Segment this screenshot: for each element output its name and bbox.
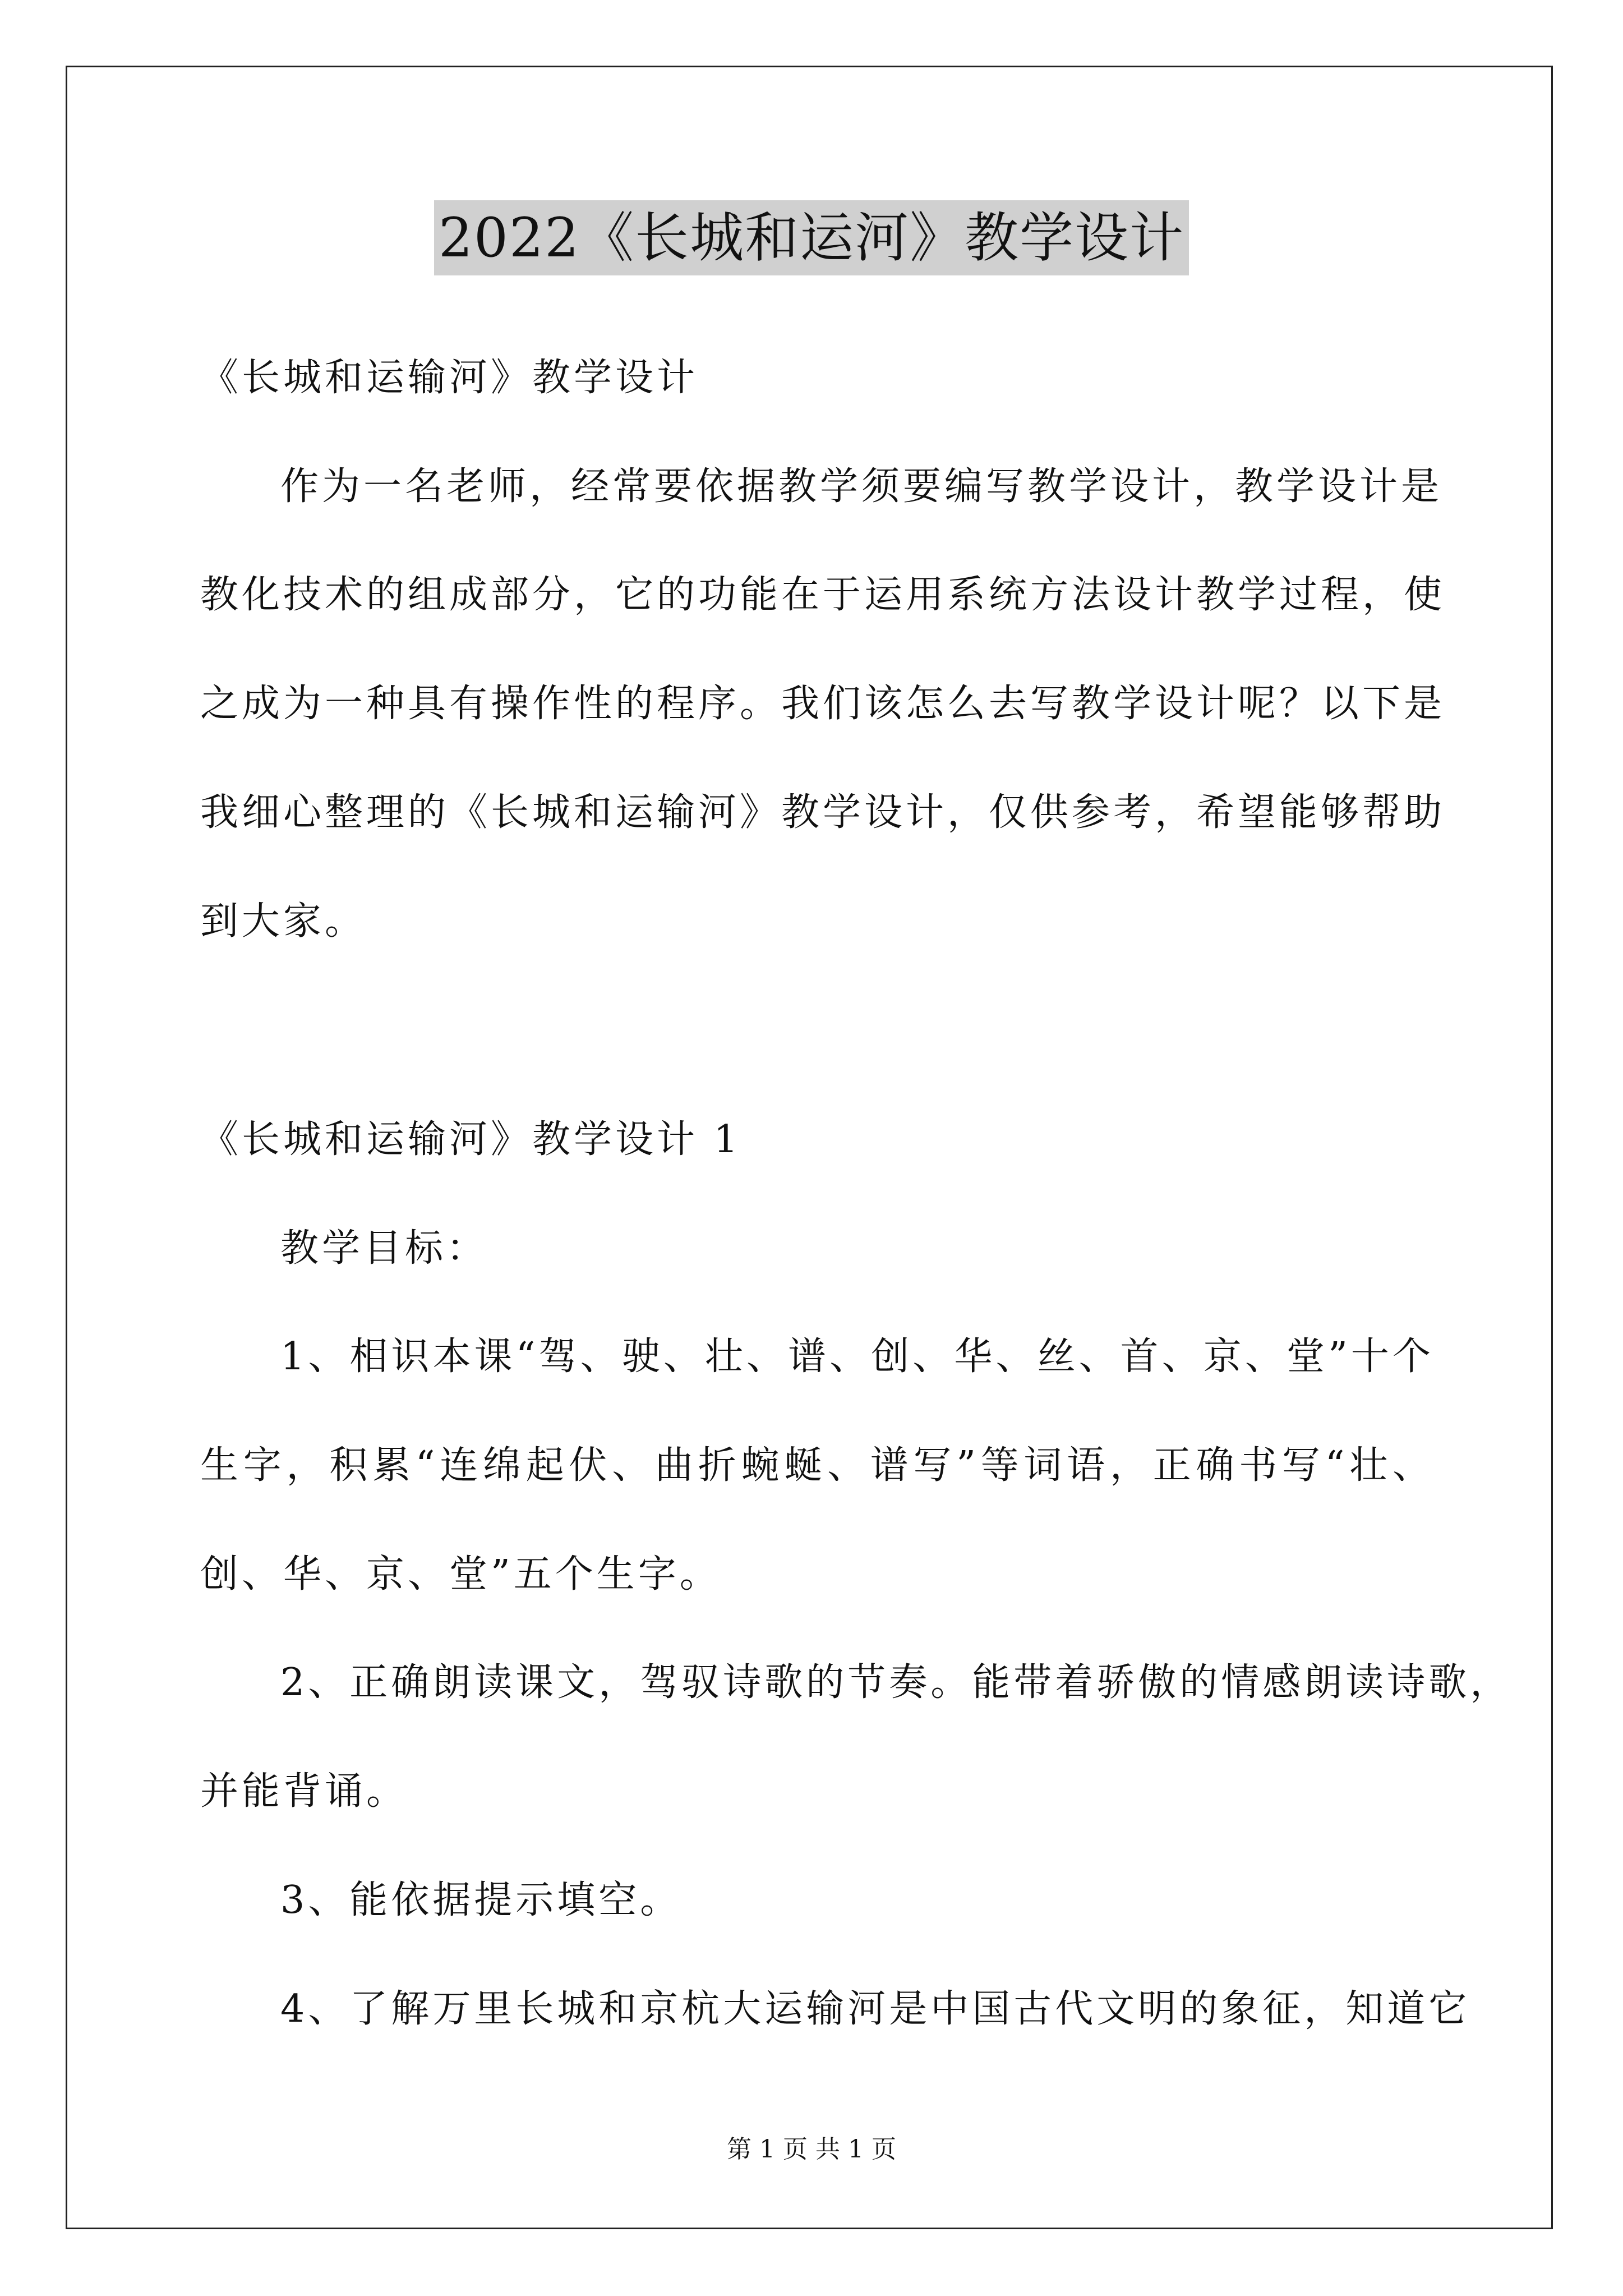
objective-1-line: 1、相识本课“驾、驶、壮、谱、创、华、丝、首、京、堂”十个 [280,1335,1434,1379]
section-heading-intro: 《长城和运输河》教学设计 [200,356,699,400]
paragraph-line: 到大家。 [200,899,367,944]
objective-2-line: 2、正确朗读课文，驾驭诗歌的节奏。能带着骄傲的情感朗读诗歌， [280,1660,1512,1705]
objectives-heading: 教学目标： [280,1226,488,1271]
page-footer: 第 1 页 共 1 页 [727,2135,896,2164]
paragraph-line: 教化技术的组成部分，它的功能在于运用系统方法设计教学过程，使 [200,573,1446,617]
section-heading-1: 《长城和运输河》教学设计 1 [200,1117,741,1162]
objective-2-line: 并能背诵。 [200,1769,408,1814]
objective-4-line: 4、了解万里长城和京杭大运输河是中国古代文明的象征，知道它 [280,1987,1470,2031]
title-container [0,200,1623,275]
objective-3-line: 3、能依据提示填空。 [280,1878,682,1922]
objective-1-line: 生字，积累“连绵起伏、曲折蜿蜒、谱写”等词语，正确书写“壮、 [200,1443,1434,1488]
paragraph-line: 作为一名老师，经常要依据教学须要编写教学设计，教学设计是 [280,464,1443,509]
document-title: 2022《长城和运河》教学设计 [434,200,1189,275]
paragraph-line: 之成为一种具有操作性的程序。我们该怎么去写教学设计呢？以下是 [200,682,1446,726]
paragraph-line: 我细心整理的《长城和运输河》教学设计，仅供参考，希望能够帮助 [200,790,1446,835]
objective-1-line: 创、华、京、堂”五个生字。 [200,1552,721,1596]
